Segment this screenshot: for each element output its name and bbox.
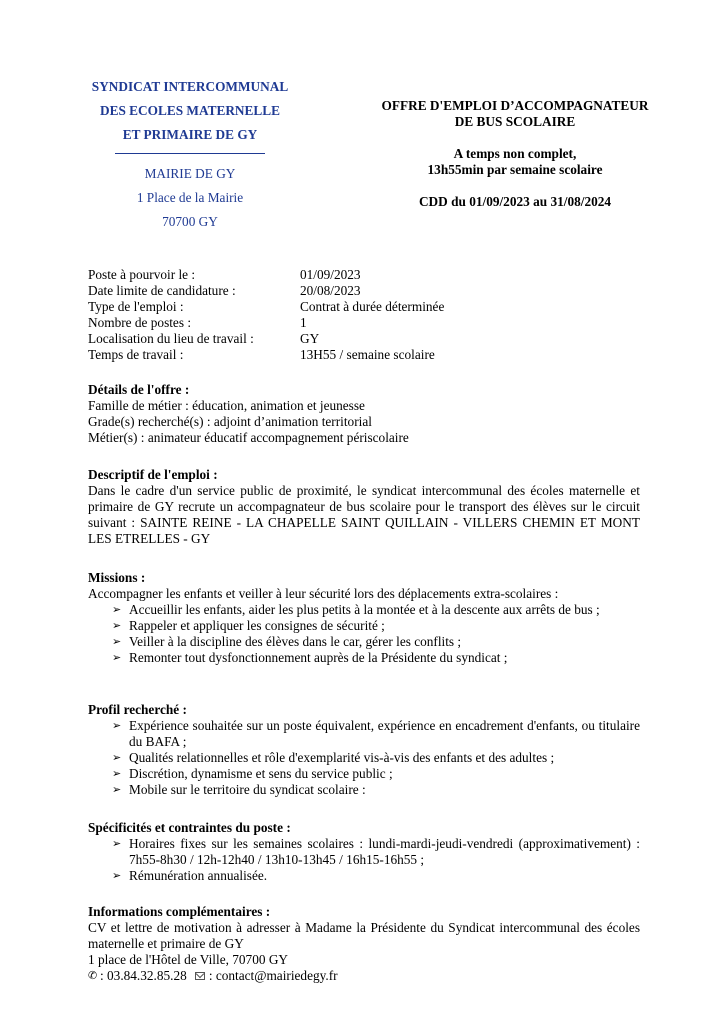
info-row — [88, 267, 688, 283]
details-line: Famille de métier : éducation, animation et jeunesse — [88, 398, 365, 413]
list-item: ➢ Veiller à la discipline des élèves dans le car, gérer les conflits ; — [112, 634, 462, 649]
offer-title-line-2: DE BUS SCOLAIRE — [454, 114, 576, 129]
arrow-bullet-icon: ➢ — [112, 635, 122, 648]
info-label: Temps de travail : — [88, 347, 184, 362]
info-label: Poste à pourvoir le : — [88, 267, 196, 282]
section-heading: Informations complémentaires : — [88, 904, 271, 919]
profile-section — [88, 702, 640, 798]
info-label: Date limite de candidature : — [88, 283, 236, 298]
list-item: ➢ Accueillir les enfants, aider les plus petits à la montée et à la descente aux arrêts de bus ; — [112, 602, 600, 617]
section-heading: Missions : — [88, 570, 146, 585]
missions-section — [88, 570, 640, 666]
section-heading: Détails de l'offre : — [88, 382, 190, 397]
constraints-section — [88, 820, 640, 884]
work-time-line-2: 13h55min par semaine scolaire — [427, 162, 603, 177]
job-info-table — [88, 267, 688, 363]
phone-number: : 03.84.32.85.28 — [100, 968, 187, 983]
org-name-line-2: DES ECOLES MATERNELLE — [99, 103, 281, 118]
postal-address: 1 place de l'Hôtel de Ville, 70700 GY — [88, 952, 289, 967]
arrow-bullet-icon: ➢ — [112, 651, 122, 664]
arrow-bullet-icon: ➢ — [112, 837, 122, 850]
additional-info-section — [88, 904, 640, 984]
application-instructions: CV et lettre de motivation à adresser à Madame la Présidente du Syndicat intercommunal des écoles maternelle et primaire de GY — [88, 920, 640, 951]
info-label: Nombre de postes : — [88, 315, 192, 330]
arrow-bullet-icon: ➢ — [112, 751, 122, 764]
section-heading: Spécificités et contraintes du poste : — [88, 820, 291, 835]
info-row — [88, 299, 688, 315]
arrow-bullet-icon: ➢ — [112, 783, 122, 796]
header-divider — [115, 153, 265, 154]
info-value: GY — [300, 331, 320, 346]
list-item: ➢ Discrétion, dynamisme et sens du service public ; — [112, 766, 393, 781]
info-row — [88, 315, 688, 331]
contract-period: CDD du 01/09/2023 au 31/08/2024 — [418, 194, 612, 209]
list-item: ➢ Horaires fixes sur les semaines scolaires : lundi-mardi-jeudi-vendredi (approximativement) : 7h55-8h30 / 12h-12h40 / 13h10-13h45 / 16h15-16h55 ; — [112, 836, 640, 867]
mairie-city: 70700 GY — [162, 214, 218, 229]
list-item: ➢ Mobile sur le territoire du syndicat scolaire : — [112, 782, 366, 797]
info-label: Type de l'emploi : — [88, 299, 184, 314]
info-value: 1 — [300, 315, 307, 330]
list-item: ➢ Remonter tout dysfonctionnement auprès de la Présidente du syndicat ; — [112, 650, 508, 665]
constraints-list — [88, 836, 640, 884]
contact-line — [88, 968, 640, 984]
list-item: ➢ Rémunération annualisée. — [112, 868, 268, 883]
arrow-bullet-icon: ➢ — [112, 719, 122, 732]
offer-details-section — [88, 382, 640, 446]
info-value: Contrat à durée déterminée — [300, 299, 445, 314]
details-line: Métier(s) : animateur éducatif accompagnement périscolaire — [88, 430, 409, 445]
missions-list — [88, 602, 640, 666]
info-label: Localisation du lieu de travail : — [88, 331, 254, 346]
offer-title-line-1: OFFRE D'EMPLOI D’ACCOMPAGNATEUR — [381, 98, 649, 113]
details-line: Grade(s) recherché(s) : adjoint d’animation territorial — [88, 414, 372, 429]
list-item: ➢ Expérience souhaitée sur un poste équivalent, expérience en encadrement d'enfants, ou titulaire du BAFA ; — [112, 718, 640, 749]
work-time-line-1: A temps non complet, — [453, 146, 577, 161]
section-heading: Profil recherché : — [88, 702, 187, 717]
email-address: : contact@mairiedegy.fr — [208, 968, 338, 983]
section-heading: Descriptif de l'emploi : — [88, 467, 218, 482]
missions-intro: Accompagner les enfants et veiller à leur sécurité lors des déplacements extra-scolaires : — [88, 586, 559, 601]
mairie-street: 1 Place de la Mairie — [136, 190, 244, 205]
list-item: ➢ Rappeler et appliquer les consignes de sécurité ; — [112, 618, 385, 633]
offer-header — [350, 98, 680, 210]
organization-header — [70, 75, 310, 234]
arrow-bullet-icon: ➢ — [112, 619, 122, 632]
org-name-line-1: SYNDICAT INTERCOMMUNAL — [91, 79, 289, 94]
info-row — [88, 347, 688, 363]
job-description-section — [88, 467, 640, 547]
arrow-bullet-icon: ➢ — [112, 869, 122, 882]
envelope-icon — [195, 972, 205, 980]
arrow-bullet-icon: ➢ — [112, 603, 122, 616]
profile-list — [88, 718, 640, 798]
list-item: ➢ Qualités relationnelles et rôle d'exemplarité vis-à-vis des enfants et des adultes ; — [112, 750, 555, 765]
info-value: 20/08/2023 — [300, 283, 361, 298]
info-value: 01/09/2023 — [300, 267, 361, 282]
org-name-line-3: ET PRIMAIRE DE GY — [122, 127, 258, 142]
arrow-bullet-icon: ➢ — [112, 767, 122, 780]
job-description-text: Dans le cadre d'un service public de proximité, le syndicat intercommunal des écoles maternelle et primaire de GY recrute un accompagnateur de bus scolaire pour le transport des élèves sur le circuit suivant : SAINTE REINE - LA CHAPELLE SAINT QUILLAIN - VILLERS CHEMIN ET MONT LES ETRELLES - GY — [88, 483, 640, 546]
info-value: 13H55 / semaine scolaire — [300, 347, 435, 362]
mairie-name: MAIRIE DE GY — [144, 166, 236, 181]
info-row — [88, 283, 688, 299]
phone-icon: ✆ — [88, 969, 98, 982]
info-row — [88, 331, 688, 347]
